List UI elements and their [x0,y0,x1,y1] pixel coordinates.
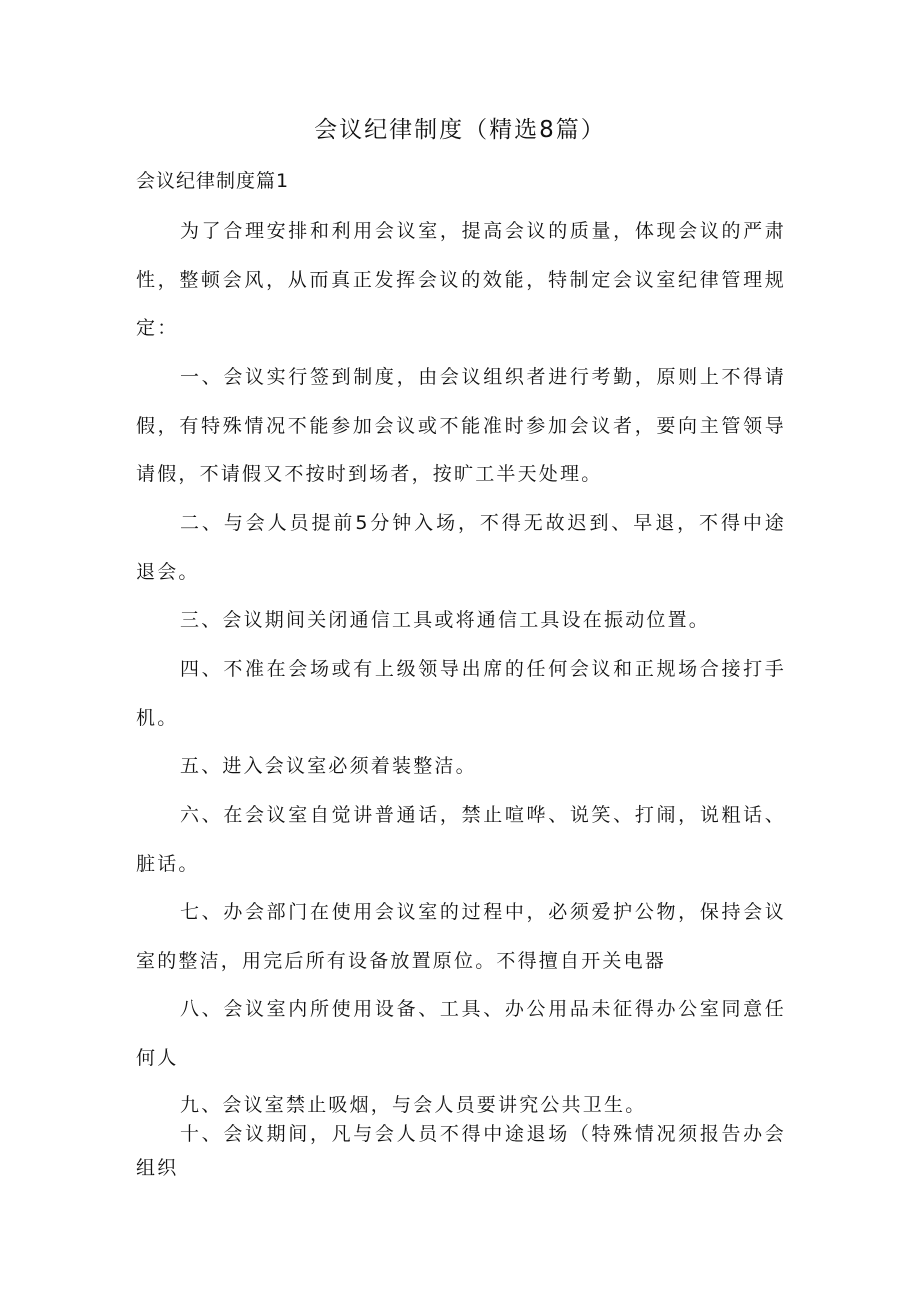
paragraph-rule-10: 十、会议期间，凡与会人员不得中途退场（特殊情况须报告办会组织 [136,1123,786,1179]
paragraph-rule-5: 五、进入会议室必须着装整洁。 [180,755,477,777]
paragraph-intro: 为了合理安排和利用会议室，提高会议的质量，体现会议的严肃性，整顿会风，从而真正发挥会议的效能，特制定会议室纪律管理规定： [136,220,786,339]
section-title: 会议纪律制度篇1 [136,170,290,192]
paragraph-rule-8: 八、会议室内所使用设备、工具、办公用品未征得办公室同意任何人 [136,998,786,1069]
paragraph-rule-1: 一、会议实行签到制度，由会议组织者进行考勤，原则上不得请假，有特殊情况不能参加会议或不能准时参加会议者，要向主管领导请假，不请假又不按时到场者，按旷工半天处理。 [136,366,786,485]
document-title: 会议纪律制度（精选8篇） [314,117,606,143]
paragraph-rule-6: 六、在会议室自觉讲普通话，禁止喧哗、说笑、打闹，说粗话、脏话。 [136,804,786,875]
paragraph-rule-7: 七、办会部门在使用会议室的过程中，必须爱护公物，保持会议室的整洁，用完后所有设备放置原位。不得擅自开关电器 [136,901,786,972]
paragraph-rule-4: 四、不准在会场或有上级领导出席的任何会议和正规场合接打手机。 [136,658,786,729]
paragraph-rule-3: 三、会议期间关闭通信工具或将通信工具设在振动位置。 [180,609,711,631]
paragraph-rule-2: 二、与会人员提前5分钟入场，不得无故迟到、早退，不得中途退会。 [136,512,786,583]
paragraph-rule-9: 九、会议室禁止吸烟，与会人员要讲究公共卫生。 [180,1094,647,1116]
